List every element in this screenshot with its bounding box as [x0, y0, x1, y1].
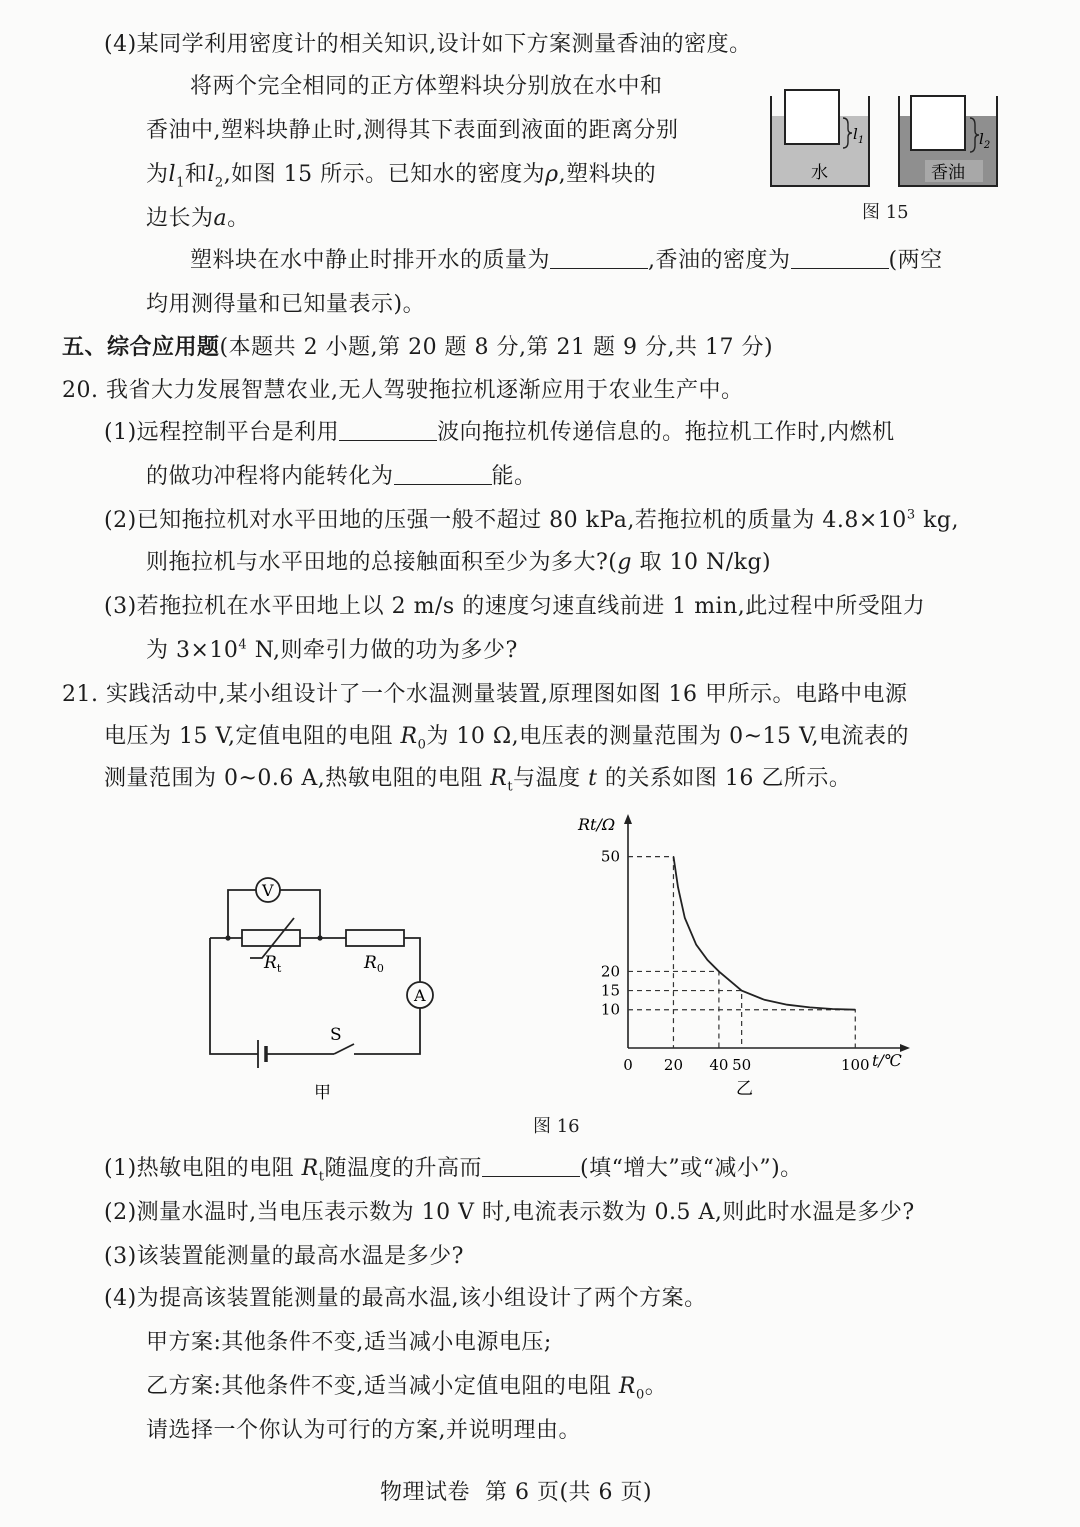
q19-4-para-line3: 为$l_1$和$l_2$,如图 15 所示。已知水的密度为ρ,塑料块的 — [146, 162, 657, 191]
section-5-heading: 五、综合应用题(本题共 2 小题,第 20 题 8 分,第 21 题 9 分,共 17 分) — [62, 334, 774, 360]
q19-4-para-line1: 将两个完全相同的正方体塑料块分别放在水中和 — [190, 74, 663, 99]
q21-3: (3)该装置能测量的最高水温是多少? — [104, 1244, 464, 1269]
y-axis-label: Rt/Ω — [578, 815, 616, 834]
q21-1: (1)热敏电阻的电阻 $R_t$随温度的升高而 (填“增大”或“减小”)。 — [104, 1156, 803, 1185]
voltmeter-label: V — [262, 881, 274, 900]
q21-stem-line1: 21. 实践活动中,某小组设计了一个水温测量装置,原理图如图 16 甲所示。电路中电源 — [62, 682, 908, 707]
q20-2-line2: 则拖拉机与水平田地的总接触面积至少为多大?(g 取 10 N/kg) — [146, 550, 772, 575]
wire-left — [210, 938, 258, 1054]
x-axis-label: t/℃ — [872, 1051, 902, 1070]
label-yi: 乙 — [736, 1079, 753, 1099]
q21-2: (2)测量水温时,当电压表示数为 10 V 时,电流表示数为 0.5 A,则此时水温是多少? — [104, 1200, 915, 1225]
page-footer: 物理试卷 第 6 页(共 6 页) — [380, 1480, 653, 1505]
figure-16-chart — [570, 808, 930, 1100]
x-tick-label: 40 — [709, 1056, 729, 1074]
answer-blank[interactable] — [550, 246, 648, 269]
y-tick-label: 10 — [600, 1000, 620, 1019]
q19-4-para-line4: 边长为a。 — [146, 206, 250, 231]
q21-stem-line2: 电压为 15 V,定值电阻的电阻 $R_0$为 10 Ω,电压表的测量范围为 0~15 V,电流表的 — [104, 724, 910, 753]
x-tick-label: 100 — [840, 1056, 870, 1074]
y-tick-label: 15 — [600, 981, 620, 1000]
rt-curve — [674, 857, 856, 1010]
q19-4-head: (4)某同学利用密度计的相关知识,设计如下方案测量香油的密度。 — [104, 32, 752, 57]
oil-label: 香油 — [931, 163, 965, 183]
wire-right-bottom — [354, 1008, 420, 1054]
resistor-r0 — [346, 930, 404, 946]
answer-blank[interactable] — [482, 1154, 580, 1177]
switch-blade — [334, 1044, 354, 1054]
switch-label: S — [330, 1025, 342, 1045]
answer-blank[interactable] — [791, 246, 889, 269]
q20-2-line1: (2)已知拖拉机对水平田地的压强一般不超过 80 kPa,若拖拉机的质量为 $4.8\times 10^3$ kg, — [104, 507, 959, 533]
q19-4-question-cont: 均用测得量和已知量表示)。 — [146, 292, 426, 317]
y-tick-label: 20 — [600, 962, 620, 981]
q20-1-line1: (1)远程控制平台是利用 波向拖拉机传递信息的。拖拉机工作时,内燃机 — [104, 420, 895, 445]
l2-label: $l_2$ — [979, 130, 991, 151]
answer-blank[interactable] — [394, 462, 492, 485]
thermistor-rt — [242, 930, 300, 946]
label-jia: 甲 — [314, 1083, 331, 1103]
y-tick-label: 50 — [600, 847, 620, 866]
q19-4-para-line2: 香油中,塑料块静止时,测得其下表面到液面的距离分别 — [146, 118, 679, 143]
dashed-guide — [628, 991, 742, 1048]
answer-blank[interactable] — [339, 418, 437, 441]
q21-4: (4)为提高该装置能测量的最高水温,该小组设计了两个方案。 — [104, 1286, 707, 1311]
plastic-block-oil — [911, 96, 965, 150]
q21-stem-line3: 测量范围为 0~0.6 A,热敏电阻的电阻 $R_t$与温度 t 的关系如图 16 乙所示。 — [104, 766, 852, 795]
x-tick-label: 0 — [623, 1056, 633, 1074]
rt-label: $R_t$ — [264, 953, 282, 975]
x-tick-label: 50 — [732, 1056, 752, 1074]
q21-4-choose: 请选择一个你认为可行的方案,并说明理由。 — [146, 1418, 581, 1443]
figure-15 — [765, 82, 1015, 192]
x-tick-label: 20 — [663, 1056, 684, 1074]
q19-4-question: 塑料块在水中静止时排开水的质量为 ,香油的密度为 (两空 — [190, 248, 943, 273]
figure-16-caption: 图 16 — [533, 1116, 580, 1137]
figure-16-circuit — [200, 868, 450, 1108]
wire-right-top — [404, 938, 420, 982]
q21-4-plan-b: 乙方案:其他条件不变,适当减小定值电阻的电阻 $R_0$。 — [146, 1374, 668, 1403]
figure-15-caption: 图 15 — [862, 202, 909, 223]
water-label: 水 — [811, 163, 828, 183]
plastic-block-water — [785, 90, 839, 144]
thermistor-arrow — [250, 918, 294, 958]
q20-3-line2: 为 $3\times 10^4$ N,则牵引力做的功为多少? — [146, 637, 518, 663]
y-axis-arrow — [624, 814, 632, 824]
dashed-guide — [628, 857, 673, 1048]
l1-label: $l_1$ — [853, 125, 865, 146]
r0-label: $R_0$ — [364, 953, 384, 975]
ammeter-label: A — [414, 986, 426, 1005]
q20-stem: 20. 我省大力发展智慧农业,无人驾驶拖拉机逐渐应用于农业生产中。 — [62, 378, 744, 403]
q21-4-plan-a: 甲方案:其他条件不变,适当减小电源电压; — [146, 1330, 552, 1355]
q20-3-line1: (3)若拖拉机在水平田地上以 2 m/s 的速度匀速直线前进 1 min,此过程中所受阻力 — [104, 594, 926, 619]
q20-1-line2: 的做功冲程将内能转化为 能。 — [146, 464, 537, 489]
